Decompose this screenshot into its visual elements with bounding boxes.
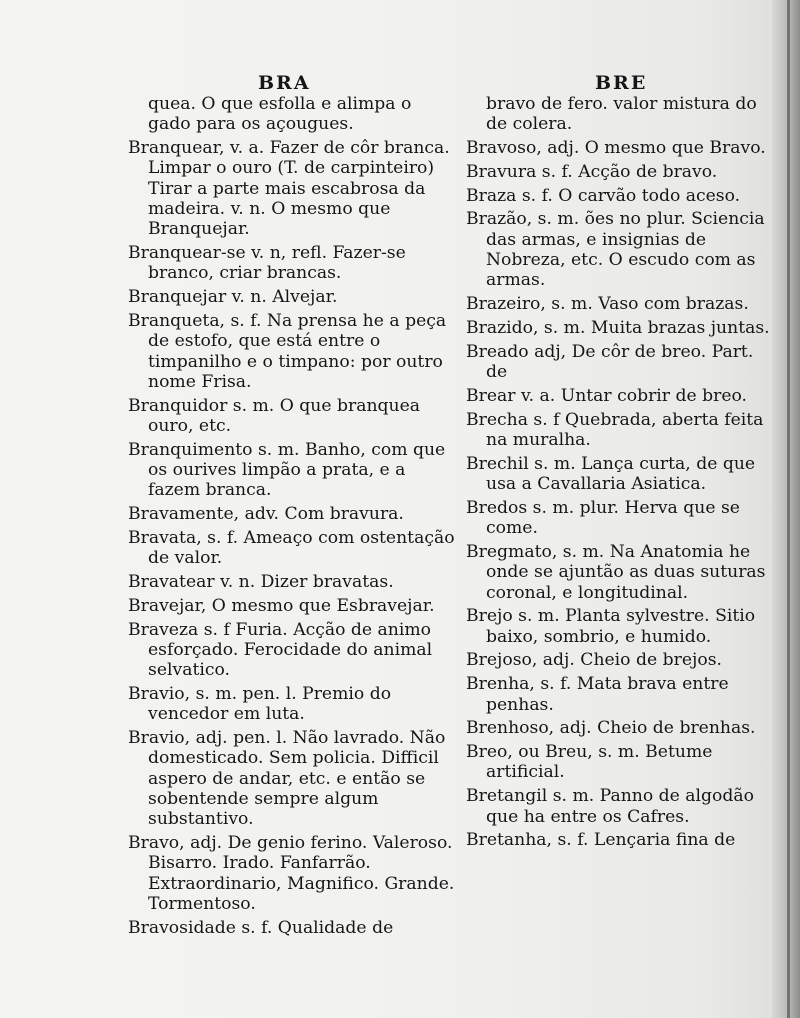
- dictionary-entry: Braveza s. f Furia. Acção de animo esforçado. Ferocidade do animal selvatico.: [128, 619, 433, 681]
- dictionary-entry: Brear v. a. Untar cobrir de breo.: [466, 385, 748, 406]
- dictionary-entry: Braza s. f. O carvão todo aceso.: [466, 185, 741, 206]
- dictionary-entry: Branquidor s. m. O que branquea ouro, etc.: [128, 395, 421, 436]
- dictionary-entry: Bretanha, s. f. Lençaria fina de: [466, 830, 736, 851]
- dictionary-entry: Branquear, v. a. Fazer de côr branca. Limpar o ouro (T. de carpinteiro) Tirar a parte mais escabrosa da madeira. v. n. O mesmo que Branquejar.: [128, 138, 450, 240]
- dictionary-entry: Brejo s. m. Planta sylvestre. Sitio baixo, sombrio, e humido.: [466, 606, 756, 647]
- dictionary-entry: Bravoso, adj. O mesmo que Bravo.: [466, 138, 766, 159]
- dictionary-entry: Branquimento s. m. Banho, com que os ourives limpão a prata, e a fazem branca.: [128, 439, 446, 501]
- dictionary-entry: Brazido, s. m. Muita brazas juntas.: [466, 317, 770, 338]
- dictionary-entry: Bravio, adj. pen. l. Não lavrado. Não domesticado. Sem policia. Difficil aspero de andar, etc. e então se sobentende sempre algum substantivo.: [128, 728, 446, 830]
- running-head-right: BRE: [595, 72, 648, 94]
- right-column-continuation: bravo de fero. valor mistura do de colera.: [486, 94, 757, 135]
- dictionary-entry: Brecha s. f Quebrada, aberta feita na muralha.: [466, 409, 764, 450]
- dictionary-entry: Branquejar v. n. Alvejar.: [128, 287, 338, 308]
- dictionary-entry: Bravejar, O mesmo que Esbravejar.: [128, 595, 435, 616]
- dictionary-entry: Bravata, s. f. Ameaço com ostentação de valor.: [128, 527, 455, 569]
- book-spine-shadow: [772, 0, 800, 1018]
- dictionary-entry: Brenhoso, adj. Cheio de brenhas.: [466, 718, 756, 739]
- dictionary-entry: Branqueta, s. f. Na prensa he a peça de estofo, que está entre o timpanilho e o timpano: por outro nome Frisa.: [128, 310, 447, 392]
- dictionary-entry: Bredos s. m. plur. Herva que se come.: [466, 497, 740, 539]
- dictionary-entry: Bravatear v. n. Dizer bravatas.: [128, 572, 394, 593]
- right-column: [466, 94, 772, 854]
- running-head-left: BRA: [258, 72, 311, 94]
- left-column-continuation: quea. O que esfolla e alimpa o gado para os açougues.: [148, 94, 412, 135]
- left-column: [128, 94, 456, 942]
- dictionary-entry: Bravamente, adv. Com bravura.: [128, 504, 404, 525]
- dictionary-entry: Brazeiro, s. m. Vaso com brazas.: [466, 294, 749, 315]
- dictionary-entry: Brenha, s. f. Mata brava entre penhas.: [466, 674, 729, 715]
- dictionary-entry: Breo, ou Breu, s. m. Betume artificial.: [466, 742, 713, 783]
- dictionary-entry: Bravio, s. m. pen. l. Premio do vencedor em luta.: [128, 684, 392, 725]
- dictionary-entry: Bravosidade s. f. Qualidade de: [128, 917, 394, 938]
- dictionary-entry: Brazão, s. m. ões no plur. Sciencia das armas, e insignias de Nobreza, etc. O escudo com as armas.: [466, 209, 765, 291]
- dictionary-entry: Bravura s. f. Acção de bravo.: [466, 161, 718, 182]
- binding-edge: [787, 0, 790, 1018]
- dictionary-entry: Breado adj, De côr de breo. Part. de: [466, 341, 754, 383]
- dictionary-entry: Brechil s. m. Lança curta, de que usa a Cavallaria Asiatica.: [466, 453, 756, 495]
- dictionary-entry: Bravo, adj. De genio ferino. Valeroso. Bisarro. Irado. Fanfarrão. Extraordinario, Magnifico. Grande. Tormentoso.: [128, 833, 455, 914]
- dictionary-entry: Branquear-se v. n, refl. Fazer-se branco, criar brancas.: [128, 243, 406, 284]
- dictionary-entry: Brejoso, adj. Cheio de brejos.: [466, 650, 722, 671]
- dictionary-entry: Bregmato, s. m. Na Anatomia he onde se ajuntão as duas suturas coronal, e longitudinal.: [466, 541, 766, 603]
- dictionary-entry: Bretangil s. m. Panno de algodão que ha entre os Cafres.: [466, 786, 754, 827]
